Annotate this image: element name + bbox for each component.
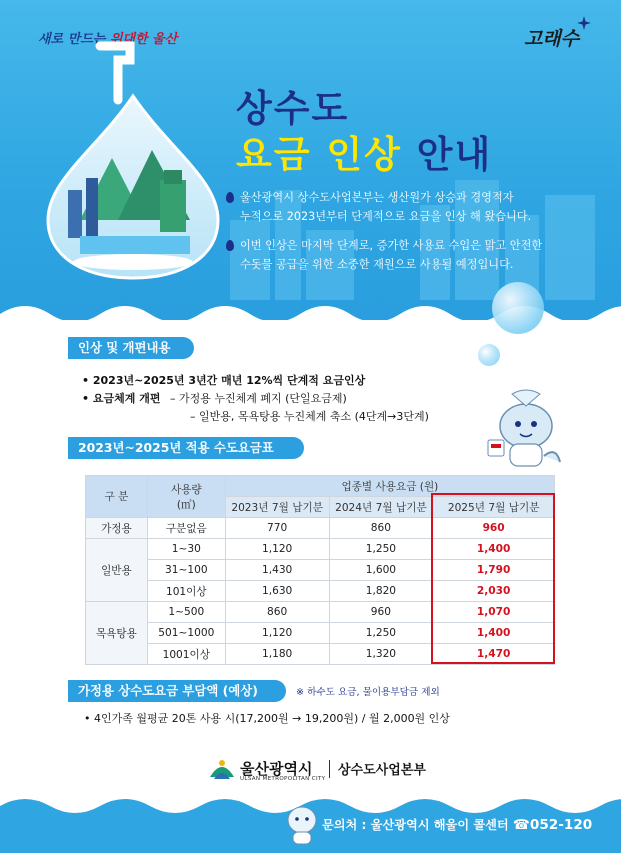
department-name: 상수도사업본부 xyxy=(338,763,426,778)
cell-type: 일반용 xyxy=(86,539,148,602)
page-title-line1: 상수도 xyxy=(236,87,350,130)
cell-usage: 31~100 xyxy=(147,560,225,581)
cell-2023: 1,630 xyxy=(225,581,329,602)
header-group: 업종별 사용요금 (원) xyxy=(225,476,554,497)
changes-bullet-2b: – 일반용, 목욕탕용 누진체계 축소 (4단계→3단계) xyxy=(190,410,429,423)
bullet-detail-a: – 가정용 누진체계 폐지 (단일요금제) xyxy=(169,392,347,405)
intro-p1-line2: 누적으로 2023년부터 단계적으로 요금을 인상 해 왔습니다. xyxy=(240,210,532,223)
bullet-text: • 2023년~2025년 3년간 매년 12%씩 단계적 요금인상 xyxy=(82,374,366,387)
section-heading-changes: 인상 및 개편내용 xyxy=(68,337,194,359)
cell-2023: 860 xyxy=(225,602,329,623)
title-rest: 안내 xyxy=(416,133,493,176)
cell-2025: 960 xyxy=(433,518,555,539)
city-name-english: ULSAN METROPOLITAN CITY xyxy=(240,776,326,782)
bubble-decoration xyxy=(492,282,544,334)
contact-info xyxy=(322,816,592,833)
intro-paragraph-1 xyxy=(240,188,580,226)
header-2023: 2023년 7월 납기분 xyxy=(225,497,329,518)
intro-p2-line2: 수돗물 공급을 위한 소중한 재원으로 사용될 예정입니다. xyxy=(240,258,514,271)
header-2024: 2024년 7월 납기분 xyxy=(329,497,433,518)
header-2025: 2025년 7월 납기분 xyxy=(433,497,555,518)
city-name: 울산광역시 xyxy=(240,760,313,778)
slogan-part1: 새로 만드는 xyxy=(38,32,106,47)
table-row xyxy=(86,560,555,581)
table-row xyxy=(86,539,555,560)
table-row xyxy=(86,581,555,602)
header-usage xyxy=(147,476,225,518)
intro-paragraph-2 xyxy=(240,236,580,274)
water-droplet-illustration xyxy=(40,40,226,280)
cell-type: 목욕탕용 xyxy=(86,602,148,665)
cell-usage: 1~30 xyxy=(147,539,225,560)
water-rate-table xyxy=(85,475,555,665)
cell-usage: 101이상 xyxy=(147,581,225,602)
table-row xyxy=(86,602,555,623)
cell-2023: 1,180 xyxy=(225,644,329,665)
header-type: 구 분 xyxy=(86,476,148,518)
cell-2025: 1,070 xyxy=(433,602,555,623)
changes-bullet-1 xyxy=(82,372,365,388)
table-row xyxy=(86,518,555,539)
contact-label: 문의처 : 울산광역시 해울이 콜센터 xyxy=(322,818,509,832)
cell-usage: 구분없음 xyxy=(147,518,225,539)
cell-2024: 960 xyxy=(329,602,433,623)
intro-p1-line1: 울산광역시 상수도사업본부는 생산원가 상승과 경영적자 xyxy=(240,191,514,204)
cell-2025: 1,470 xyxy=(433,644,555,665)
cell-2023: 1,120 xyxy=(225,539,329,560)
slogan-part2: 위대한 울산 xyxy=(109,32,178,47)
changes-bullet-2 xyxy=(82,390,347,406)
header-usage-unit: (㎥) xyxy=(176,498,196,511)
footer-divider xyxy=(329,760,330,778)
ulsan-city-logo-icon xyxy=(208,757,236,781)
title-highlight: 요금 인상 xyxy=(236,133,402,176)
cell-usage: 1~500 xyxy=(147,602,225,623)
bubble-decoration xyxy=(478,344,500,366)
cell-2024: 1,250 xyxy=(329,539,433,560)
contact-number: ☎052-120 xyxy=(512,817,593,833)
cell-2024: 1,250 xyxy=(329,623,433,644)
intro-p2-line1: 이번 인상은 마지막 단계로, 증가한 사용료 수입은 맑고 안전한 xyxy=(240,239,543,252)
exclusion-note: ※ 하수도 요금, 물이용부담금 제외 xyxy=(296,687,440,698)
section-heading-rate-table: 2023년~2025년 적용 수도요금표 xyxy=(68,437,304,459)
page-title-line2 xyxy=(236,124,492,178)
water-drop-icon xyxy=(226,240,234,251)
mascot-illustration xyxy=(482,386,562,470)
cell-2023: 1,120 xyxy=(225,623,329,644)
water-drop-icon xyxy=(226,192,234,203)
cell-2023: 770 xyxy=(225,518,329,539)
cell-usage: 1001이상 xyxy=(147,644,225,665)
cell-type: 가정용 xyxy=(86,518,148,539)
table-header-row xyxy=(86,476,555,497)
section-heading-household-burden: 가정용 상수도요금 부담액 (예상) xyxy=(68,680,286,702)
brand-logo: 고래수 xyxy=(523,28,579,50)
bullet-label: • 요금체계 개편 xyxy=(82,392,161,405)
cell-2024: 1,320 xyxy=(329,644,433,665)
cell-2024: 860 xyxy=(329,518,433,539)
cell-2024: 1,600 xyxy=(329,560,433,581)
cell-2025: 1,400 xyxy=(433,539,555,560)
cell-2025: 1,400 xyxy=(433,623,555,644)
household-burden-bullet: • 4인가족 월평균 20톤 사용 시(17,200원 → 19,200원) / 월 2,000원 인상 xyxy=(84,712,450,725)
cell-2023: 1,430 xyxy=(225,560,329,581)
cell-usage: 501~1000 xyxy=(147,623,225,644)
sparkle-icon xyxy=(577,16,591,30)
header-usage-label: 사용량 xyxy=(170,483,202,496)
cell-2025: 2,030 xyxy=(433,581,555,602)
cell-2025: 1,790 xyxy=(433,560,555,581)
small-mascot-illustration xyxy=(284,800,320,848)
table-row xyxy=(86,644,555,665)
table-row xyxy=(86,623,555,644)
cell-2024: 1,820 xyxy=(329,581,433,602)
